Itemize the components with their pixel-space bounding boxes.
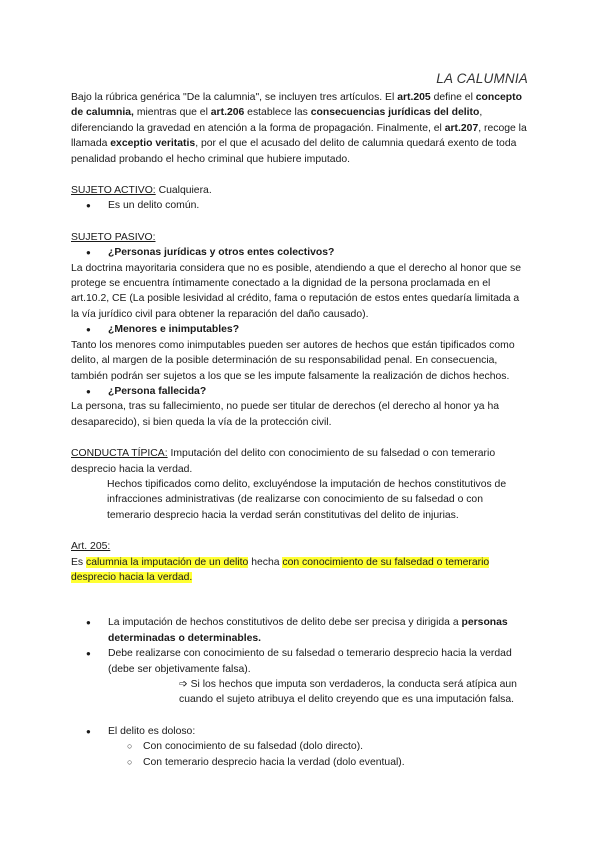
sub-bullet-dolo-directo: ○ Con conocimiento de su falsedad (dolo directo). (71, 739, 529, 754)
intro-text: Bajo la rúbrica genérica "De la calumnia", se incluyen tres artículos. El (71, 92, 398, 103)
bullet-falsedad-note: ➩ Si los hechos que imputa son verdaderos, la conducta será atípica aun cuando el sujeto atribuya el delito creyendo que es una imputación falsa. (179, 679, 517, 706)
answer-personas-juridicas: La doctrina mayoritaria considera que no es posible, atendiendo a que el derecho al honor que se protege se encuentra íntimamente conectado a la dignidad de la persona proclamada en el art.10.2, CE (La posible lesividad al crédito, fama o reputación de estos entes quedaría limitada a la vía jurídico civil para obtener la reparación del daño causado). (71, 262, 521, 320)
bullet-precisa (71, 615, 529, 646)
sujeto-activo-heading: SUJETO ACTIVO: (71, 185, 156, 197)
document-body (71, 90, 529, 770)
intro-text: mientras que el (133, 107, 211, 119)
intro-text: , por el que el acusado del delito de calumnia quedará exento de toda penalidad probando el hecho criminal que hubiere imputado. (71, 138, 517, 165)
bullet-text: La imputación de hechos constitutivos de delito debe ser precisa y dirigida a (108, 617, 462, 629)
intro-bold: art.206 (210, 107, 245, 119)
art205-highlight: con conocimiento de su falsedad o temerario desprecio hacia la verdad. (71, 556, 490, 583)
intro-paragraph (71, 90, 529, 167)
question-personas-juridicas (71, 245, 529, 260)
sujeto-activo-line (71, 183, 529, 198)
conducta-tipica-detail: Hechos tipificados como delito, excluyéndose la imputación de hechos constitutivos de infracciones administrativas (de realizarse con conocimiento de su falsedad o con temerario desprecio hacia la verdad serán constitutivas del delito de injurias. (107, 478, 507, 521)
question-text: ¿Personas jurídicas y otros entes colectivos? (108, 247, 335, 259)
intro-text: , diferenciando la gravedad en atención a la forma de propagación. Finalmente, el (71, 107, 483, 134)
answer-menores: Tanto los menores como inimputables pueden ser autores de hechos que están tipificados como delito, al margen de la posible determinación de su responsabilidad penal. En consecuencia, también podrán ser sujetos a los que se les impute falsamente la realización de dichos hechos. (71, 339, 515, 382)
question-text: ¿Menores e inimputables? (108, 324, 240, 336)
intro-text: define el (430, 92, 476, 103)
bullet-bold: personas determinadas o determinables. (108, 617, 508, 644)
sujeto-pasivo-heading: SUJETO PASIVO: (71, 231, 156, 243)
conducta-tipica-text: Imputación del delito con conocimiento de su falsedad o con temerario desprecio hacia la verdad. (71, 448, 496, 475)
intro-text: establece las (244, 107, 311, 119)
intro-bold: art.205 (397, 92, 431, 103)
intro-bold: concepto de calumnia, (71, 92, 522, 119)
question-menores (71, 322, 529, 337)
art205-highlight: calumnia la imputación de un delito (86, 556, 249, 568)
art205-definition (71, 555, 529, 586)
art205-heading: Art. 205: (71, 541, 111, 553)
bullet-doloso: ● El delito es doloso: (71, 724, 529, 739)
intro-bold: consecuencias jurídicas del delito (310, 107, 480, 119)
conducta-tipica-heading: CONDUCTA TÍPICA: (71, 448, 168, 460)
bullet-falsedad: ● Debe realizarse con conocimiento de su falsedad o temerario desprecio hacia la verdad (debe ser objetivamente falsa). (71, 646, 529, 677)
answer-persona-fallecida: La persona, tras su fallecimiento, no puede ser titular de derechos (el derecho al honor ya ha desaparecido), si bien queda la vía de la protección civil. (71, 401, 500, 428)
conducta-tipica-line (71, 446, 529, 477)
question-text: ¿Persona fallecida? (108, 385, 207, 397)
sujeto-activo-bullet: ● Es un delito común. (71, 198, 529, 213)
question-persona-fallecida (71, 384, 529, 399)
sub-bullet-dolo-eventual: ○ Con temerario desprecio hacia la verdad (dolo eventual). (71, 755, 529, 770)
sujeto-activo-value: Cualquiera. (155, 185, 212, 197)
art205-text: hecha (248, 556, 283, 568)
intro-text: , recoge la llamada (71, 122, 527, 150)
intro-bold: exceptio veritatis (110, 138, 196, 150)
art205-text: Es (71, 556, 87, 568)
document-title: LA CALUMNIA (436, 71, 528, 86)
intro-bold: art.207 (444, 122, 479, 134)
